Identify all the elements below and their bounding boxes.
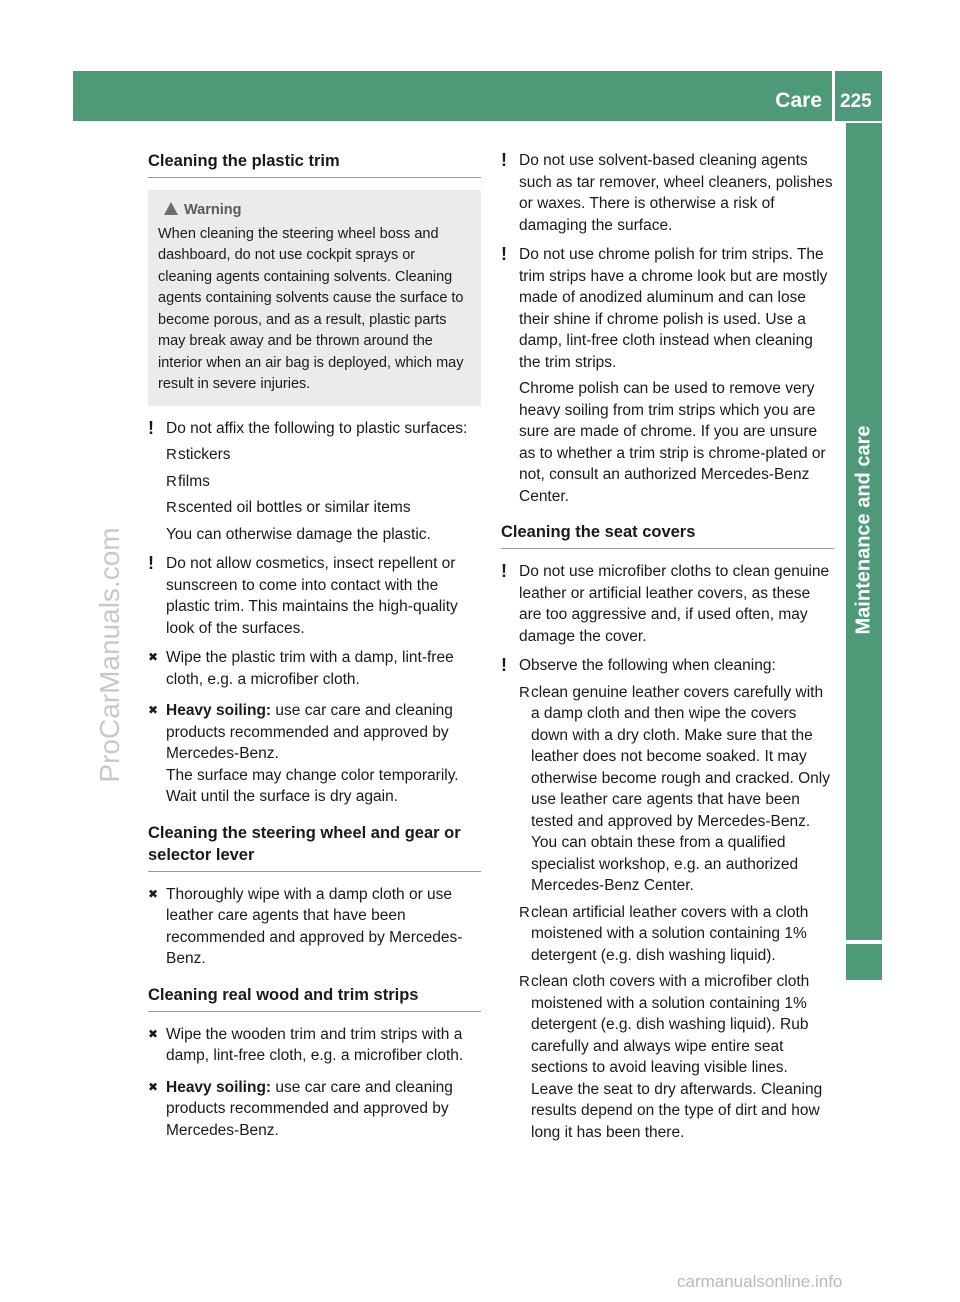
exclamation-icon: !	[501, 655, 507, 675]
step-label: Heavy soiling:	[166, 1078, 272, 1096]
note-text: Do not affix the following to plastic surfaces:	[166, 419, 468, 437]
chapter-side-tab-label: Maintenance and care	[852, 425, 875, 635]
note-text: Do not use solvent-based cleaning agents such as tar remover, wheel cleaners, polishes or waxes. There is otherwise a risk of damaging the surface.	[519, 152, 833, 234]
step-wipe-plastic	[148, 647, 481, 690]
exclamation-icon: !	[501, 561, 507, 581]
note-chrome	[501, 244, 834, 507]
step-arrow-icon: ✖	[148, 650, 159, 664]
page-section-title: Care	[775, 89, 822, 112]
bullet-icon: R	[519, 903, 530, 921]
note-observe	[501, 655, 834, 1143]
section-title-seat: Cleaning the seat covers	[501, 521, 834, 549]
step-wipe-steering	[148, 884, 481, 970]
warning-triangle-icon	[164, 202, 178, 215]
watermark-left: ProCarManuals.com	[94, 527, 125, 783]
header-divider	[832, 71, 835, 121]
step-text: Thoroughly wipe with a damp cloth or use leather care agents that have been recommended and approved by Mercedes-Benz.	[166, 885, 463, 967]
right-column	[501, 150, 834, 1151]
step-arrow-icon: ✖	[148, 703, 159, 717]
step-text: Wipe the wooden trim and trim strips with a damp, lint-free cloth, e.g. a microfiber cloth.	[166, 1025, 464, 1064]
note-text: Do not allow cosmetics, insect repellent or sunscreen to come into contact with the plastic trim. This maintains the high-quality look of the surfaces.	[166, 555, 458, 637]
bullet-icon: R	[519, 683, 530, 701]
step-extra-text: The surface may change color temporarily. Wait until the surface is dry again.	[166, 766, 459, 805]
watermark-bottom: carmanualsonline.info	[677, 1272, 843, 1291]
warning-text: When cleaning the steering wheel boss and dashboard, do not use cockpit sprays or cleaning agents containing solvents. Cleaning agents containing solvents cause the surface to become porous, and as a result, plastic parts may break away and be thrown around the interior when an air bag is deployed, which may result in severe injuries.	[158, 225, 464, 392]
step-arrow-icon: ✖	[148, 1079, 159, 1094]
bullet-icon: R	[166, 446, 177, 463]
list-item: R scented oil bottles or similar items	[166, 497, 481, 519]
bullet-icon: R	[519, 973, 530, 990]
step-heavy-soiling-wood	[148, 1077, 481, 1142]
section-title-wood: Cleaning real wood and trim strips	[148, 984, 481, 1012]
note-text: Observe the following when cleaning:	[519, 657, 776, 674]
list-item: R clean artificial leather covers with a cloth moistened with a solution containing 1% detergent (e.g. dish washing liquid).	[519, 903, 809, 964]
step-label: Heavy soiling:	[166, 702, 272, 719]
step-arrow-icon: ✖	[148, 1026, 159, 1041]
step-heavy-soiling	[148, 700, 481, 808]
left-column	[148, 150, 481, 1151]
note-solvent	[501, 150, 834, 236]
list-item: R stickers	[166, 444, 481, 466]
step-text: use car care and cleaning products recommended and approved by Mercedes-Benz.	[166, 702, 453, 762]
list-item: R clean cloth covers with a microfiber cloth moistened with a solution containing 1% detergent (e.g. dish washing liquid). Rub carefully and always wipe entire seat sections to avoid leaving visible lines. Leave the seat to dry afterwards. Cleaning results depend on the type of dirt and how long it has been there.	[519, 973, 823, 1141]
section-title-steering: Cleaning the steering wheel and gear or selector lever	[148, 822, 481, 872]
step-text: use car care and cleaning products recommended and approved by Mercedes-Benz.	[166, 1078, 453, 1139]
warning-title: Warning	[184, 202, 242, 218]
note-cosmetics	[148, 553, 481, 639]
list-item: R films	[166, 471, 481, 493]
list-item: R clean genuine leather covers carefully with a damp cloth and then wipe the covers down with a dry cloth. Make sure that the leather does not become soaked. It may otherwise become rough and cracked. Only use leather care agents that have been tested and approved by Mercedes-Benz. You can obtain these from a qualified specialist workshop, e.g. an authorized Mercedes-Benz Center.	[519, 683, 830, 894]
note-microfiber	[501, 561, 834, 647]
exclamation-icon: !	[501, 244, 507, 264]
warning-heading	[158, 200, 473, 222]
note-affix	[148, 418, 481, 546]
chapter-marker	[846, 944, 882, 980]
step-text: Wipe the plastic trim with a damp, lint-free cloth, e.g. a microfiber cloth.	[166, 649, 454, 688]
page-number: 225	[840, 91, 872, 112]
bullet-icon: R	[166, 499, 177, 516]
warning-box	[148, 190, 481, 406]
exclamation-icon: !	[148, 553, 154, 573]
exclamation-icon: !	[501, 150, 507, 170]
step-arrow-icon: ✖	[148, 886, 159, 901]
step-wipe-wood	[148, 1024, 481, 1067]
section-title-plastic: Cleaning the plastic trim	[148, 150, 481, 178]
exclamation-icon: !	[148, 417, 154, 438]
note-text: Do not use microfiber cloths to clean genuine leather or artificial leather covers, as these are too aggressive and, if used often, may damage the cover.	[519, 563, 830, 645]
note-text: Do not use chrome polish for trim strips. The trim strips have a chrome look but are mostly made of anodized aluminum and can lose their shine if chrome polish is used. Use a damp, lint-free cloth instead when cleaning the trim strips.	[519, 246, 828, 371]
note-extra-text: Chrome polish can be used to remove very heavy soiling from trim strips which you are sure are made of chrome. If you are unsure as to whether a trim strip is chrome-plated or not, consult an authorized Mercedes-Benz Center.	[519, 380, 826, 505]
bullet-icon: R	[166, 472, 177, 490]
note-after-text: You can otherwise damage the plastic.	[166, 525, 431, 543]
